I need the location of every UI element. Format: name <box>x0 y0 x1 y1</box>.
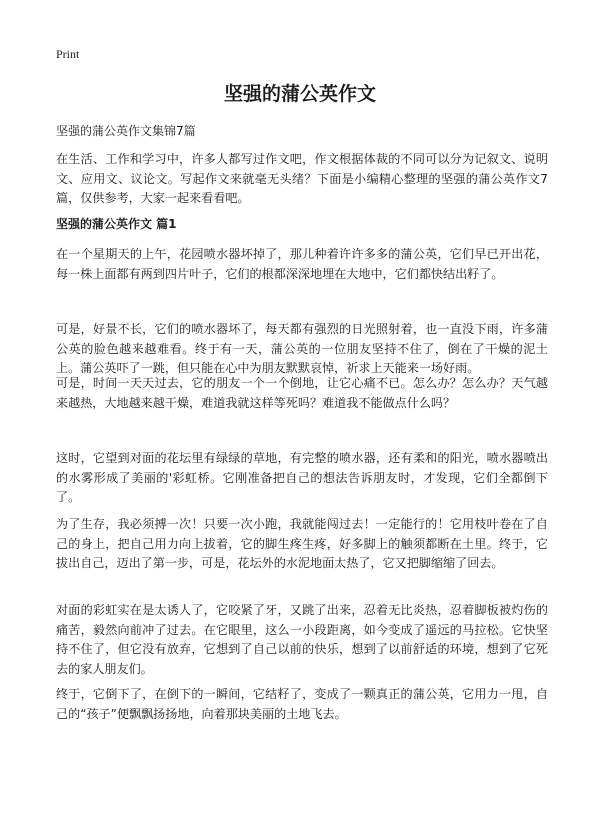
section-heading: 坚强的蒲公英作文 篇1 <box>56 217 177 231</box>
document-subtitle: 坚强的蒲公英作文集锦7篇 <box>56 124 196 138</box>
body-paragraph-6: 对面的彩虹实在是太诱人了，它咬紧了牙，又跳了出来，忍着无比炎热，忍着脚板被灼伤的痛苦，毅然向前冲了过去。在它眼里，这么一小段距离，如今变成了遥远的马拉松。它快坚持不住了，但它没有放弃，它想到了自己以前的快乐，想到了以前舒适的环境，想到了它死去的家人朋友们。 <box>56 603 548 676</box>
print-link[interactable]: Print <box>56 47 80 61</box>
intro-paragraph: 在生活、工作和学习中，许多人都写过作文吧，作文根据体裁的不同可以分为记叙文、说明文、应用文、议论文。写起作文来就毫无头绪？下面是小编精心整理的坚强的蒲公英作文7篇，仅供参考，大家一起来看看吧。 <box>56 152 548 205</box>
document-title: 坚强的蒲公英作文 <box>223 83 376 105</box>
body-paragraph-2: 可是，好景不长，它们的喷水器坏了，每天都有强烈的日光照射着，也一直没下雨，许多蒲公英的脸色越来越难看。终于有一天，蒲公英的一位朋友坚持不住了，倒在了干燥的泥土上。蒲公英吓了一跳，但只能在心中为朋友默默哀悼，祈求上天能来一场好雨。 <box>56 322 548 375</box>
body-paragraph-3: 可是，时间一天天过去，它的朋友一个一个倒地，让它心痛不已。怎么办？怎么办？天气越来越热，大地越来越干燥，难道我就这样等死吗？难道我不能做点什么吗？ <box>56 376 548 410</box>
body-paragraph-4: 这时，它望到对面的花坛里有绿绿的草地，有完整的喷水器，还有柔和的阳光，喷水器喷出的水雾形成了美丽的'彩虹桥。它刚准备把自己的想法告诉朋友时，才发现，它们全都倒下了。 <box>56 451 548 504</box>
body-paragraph-1: 在一个星期天的上午，花园喷水器坏掉了，那儿种着许许多多的蒲公英，它们早已开出花，每一株上面都有两到四片叶子，它们的根都深深地埋在大地中，它们都快结出籽了。 <box>56 247 548 281</box>
body-paragraph-7: 终于，它倒下了，在倒下的一瞬间，它结籽了，变成了一颗真正的蒲公英，它用力一甩，自己的“孩子”便飘飘扬扬地，向着那块美丽的土地飞去。 <box>56 687 548 721</box>
body-paragraph-5: 为了生存，我必须搏一次！只要一次小跑，我就能闯过去！一定能行的！它用枝叶卷在了自己的身上，把自己用力向上拔着，它的脚生疼生疼，好多脚上的触须都断在土里。终于，它拔出自己，迈出了第一步，可是，花坛外的水泥地面太热了，它又把脚缩缩了回去。 <box>56 517 548 570</box>
